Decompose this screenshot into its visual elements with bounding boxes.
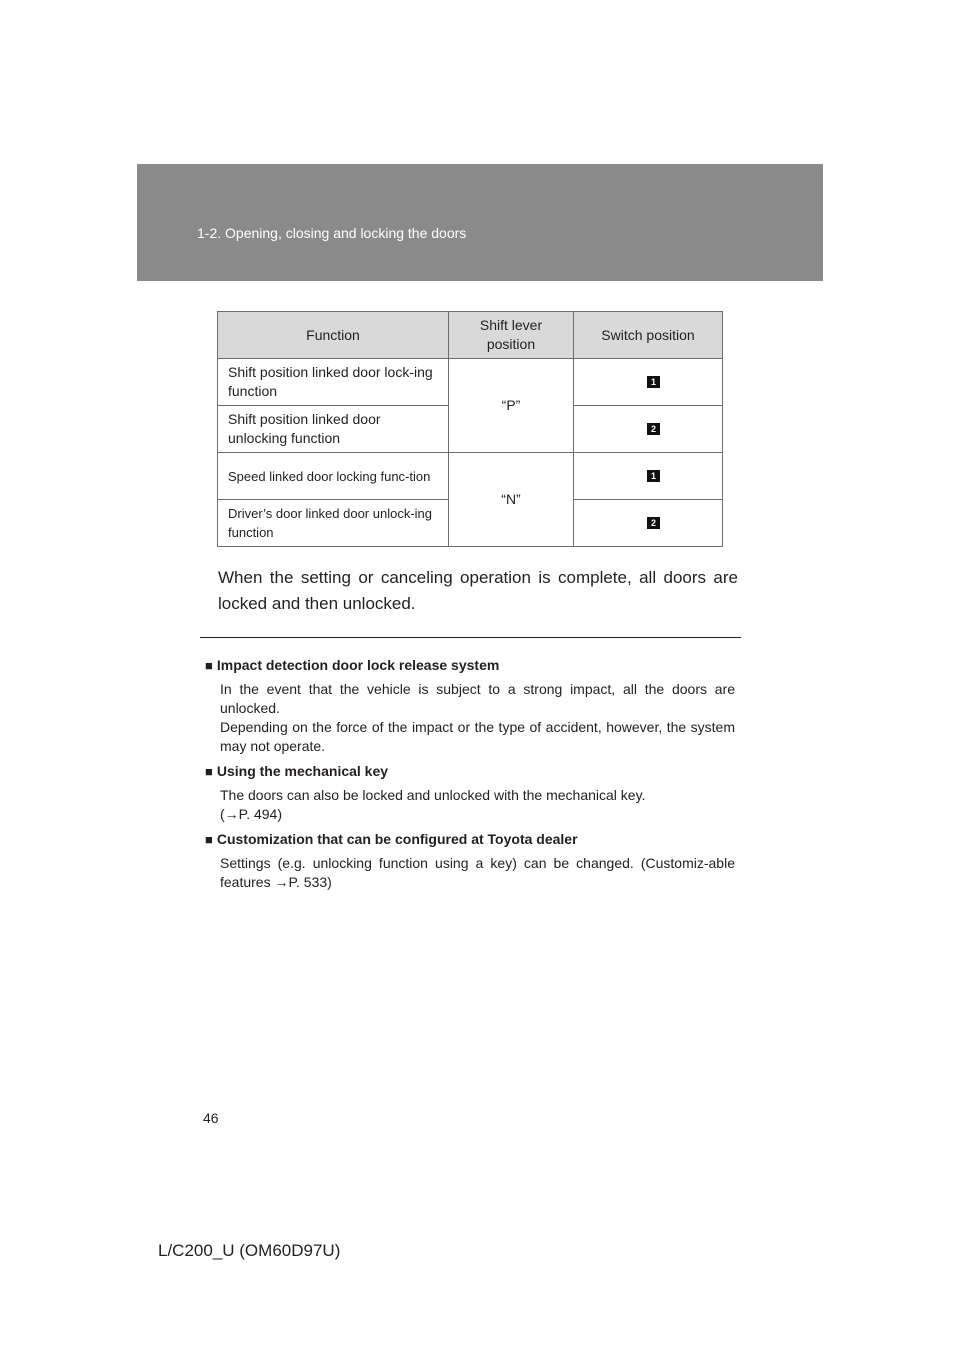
function-cell: Speed linked door locking func-tion bbox=[218, 453, 449, 500]
function-cell: Shift position linked door unlocking function bbox=[218, 406, 449, 453]
note-paragraph: In the event that the vehicle is subject to a strong impact, all the doors are unlocked. bbox=[220, 681, 735, 716]
note-heading bbox=[205, 762, 735, 781]
note-paragraph: Depending on the force of the impact or the type of accident, however, the system may not operate. bbox=[220, 719, 735, 754]
note-body bbox=[220, 680, 735, 756]
summary-paragraph: When the setting or canceling operation is complete, all doors are locked and then unlocked. bbox=[218, 568, 738, 613]
switch-number-badge: 1 bbox=[647, 470, 660, 482]
document-code: L/C200_U (OM60D97U) bbox=[158, 1241, 341, 1260]
section-title: 1-2. Opening, closing and locking the doors bbox=[197, 225, 467, 241]
switch-position-cell bbox=[574, 500, 723, 547]
square-bullet-icon: ■ bbox=[205, 832, 213, 847]
function-cell: Shift position linked door lock-ing function bbox=[218, 359, 449, 406]
note-heading-text: Impact detection door lock release system bbox=[216, 657, 500, 673]
header-function: Function bbox=[218, 312, 449, 359]
switch-number-badge: 2 bbox=[647, 517, 660, 529]
section-divider bbox=[200, 637, 741, 638]
table-header-row bbox=[218, 312, 723, 359]
shift-position-cell: “P” bbox=[449, 359, 574, 453]
header-switch-position: Switch position bbox=[574, 312, 723, 359]
switch-number-badge: 1 bbox=[647, 376, 660, 388]
page-number: 46 bbox=[203, 1110, 219, 1126]
note-heading-text: Using the mechanical key bbox=[216, 763, 389, 779]
square-bullet-icon: ■ bbox=[205, 764, 213, 779]
square-bullet-icon: ■ bbox=[205, 658, 213, 673]
notes-section bbox=[205, 656, 735, 898]
function-table bbox=[217, 311, 723, 547]
note-heading bbox=[205, 656, 735, 675]
note-paragraph: Settings (e.g. unlocking function using a key) can be changed. (Customiz-able features →P. 533) bbox=[220, 855, 735, 890]
table-row bbox=[218, 453, 723, 500]
note-heading-text: Customization that can be configured at Toyota dealer bbox=[216, 831, 578, 847]
section-header-band bbox=[137, 164, 823, 281]
switch-position-cell bbox=[574, 406, 723, 453]
function-cell: Driver’s door linked door unlock-ing function bbox=[218, 500, 449, 547]
switch-number-badge: 2 bbox=[647, 423, 660, 435]
note-body bbox=[220, 786, 735, 824]
note-paragraph: The doors can also be locked and unlocked with the mechanical key. bbox=[220, 787, 646, 803]
note-heading bbox=[205, 830, 735, 849]
switch-position-cell bbox=[574, 359, 723, 406]
switch-position-cell bbox=[574, 453, 723, 500]
table-row bbox=[218, 359, 723, 406]
note-body bbox=[220, 854, 735, 892]
shift-position-cell: “N” bbox=[449, 453, 574, 547]
page-reference: (→P. 494) bbox=[220, 806, 282, 822]
header-shift-lever: Shift lever position bbox=[449, 312, 574, 359]
